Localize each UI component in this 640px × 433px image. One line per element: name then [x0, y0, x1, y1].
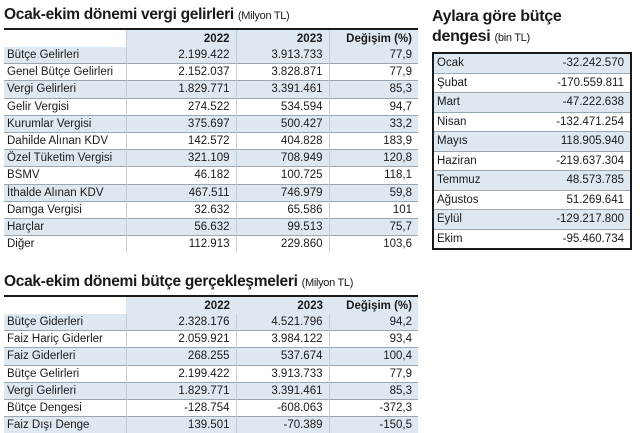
month-row: [434, 229, 630, 248]
row-label: Genel Bütçe Gelirleri: [4, 64, 126, 81]
month-row: [434, 190, 630, 210]
column-header-2023: 2023: [236, 30, 329, 47]
value-change: 100,4: [329, 348, 418, 365]
row-label: Faiz Hariç Giderler: [4, 331, 126, 348]
value-2022: 112.913: [126, 236, 236, 253]
row-label: Vergi Gelirleri: [4, 81, 126, 98]
table-row: [4, 115, 418, 132]
tax-revenue-title: Ocak-ekim dönemi vergi gelirleri (Milyon TL): [4, 6, 290, 23]
table-row: [4, 236, 418, 253]
value-2023: 537.674: [236, 348, 329, 365]
row-label: Dahilde Alınan KDV: [4, 132, 126, 149]
tax-revenue-section: [4, 6, 418, 252]
value-change: 183,9: [329, 132, 418, 149]
value-2022: 142.572: [126, 132, 236, 149]
monthly-balance-section: [432, 7, 632, 250]
row-label: Gelir Vergisi: [4, 98, 126, 115]
table-row: [4, 81, 418, 98]
value-2022: 2.152.037: [126, 64, 236, 81]
month-label: Haziran: [434, 151, 518, 171]
month-row: [434, 54, 630, 73]
value-2022: 2.199.422: [126, 365, 236, 382]
month-row: [434, 151, 630, 171]
month-label: Mart: [434, 93, 518, 113]
value-2022: 274.522: [126, 98, 236, 115]
month-value: -170.559.811: [518, 73, 630, 93]
value-2023: 3.984.122: [236, 331, 329, 348]
value-change: -372,3: [329, 399, 418, 416]
value-change: 103,6: [329, 236, 418, 253]
value-change: 93,4: [329, 331, 418, 348]
row-label: Bütçe Giderleri: [4, 314, 126, 331]
month-value: -219.637.304: [518, 151, 630, 171]
monthly-balance-table: [434, 54, 630, 248]
value-2023: 534.594: [236, 98, 329, 115]
value-2022: 139.501: [126, 417, 236, 433]
month-value: 48.573.785: [518, 171, 630, 191]
row-label: Bütçe Gelirleri: [4, 47, 126, 64]
month-value: -132.471.254: [518, 112, 630, 132]
table-row: [4, 399, 418, 416]
budget-realization-body: [4, 314, 418, 433]
table-row: [4, 218, 418, 235]
value-change: 77,9: [329, 64, 418, 81]
monthly-balance-frame: [432, 52, 632, 250]
row-label: Vergi Gelirleri: [4, 382, 126, 399]
value-2023: 3.913.733: [236, 47, 329, 64]
table-row: [4, 98, 418, 115]
table-row: [4, 331, 418, 348]
column-header-2023: 2023: [236, 297, 329, 314]
month-row: [434, 171, 630, 191]
value-change: 75,7: [329, 218, 418, 235]
row-label: Bütçe Dengesi: [4, 399, 126, 416]
value-2022: 2.059.921: [126, 331, 236, 348]
value-change: 59,8: [329, 184, 418, 201]
value-2023: 3.391.461: [236, 382, 329, 399]
value-change: 118,1: [329, 167, 418, 184]
month-row: [434, 73, 630, 93]
value-2022: 1.829.771: [126, 382, 236, 399]
month-value: -95.460.734: [518, 229, 630, 248]
value-2023: 4.521.796: [236, 314, 329, 331]
month-label: Temmuz: [434, 171, 518, 191]
month-row: [434, 112, 630, 132]
row-label: Faiz Giderleri: [4, 348, 126, 365]
month-row: [434, 132, 630, 152]
value-2022: -128.754: [126, 399, 236, 416]
month-row: [434, 93, 630, 113]
value-2022: 2.199.422: [126, 47, 236, 64]
value-2023: 65.586: [236, 201, 329, 218]
value-2022: 46.182: [126, 167, 236, 184]
month-label: Ağustos: [434, 190, 518, 210]
value-change: 77,9: [329, 47, 418, 64]
value-2022: 32.632: [126, 201, 236, 218]
value-2023: 746.979: [236, 184, 329, 201]
month-label: Ekim: [434, 229, 518, 248]
month-label: Mayıs: [434, 132, 518, 152]
value-2022: 467.511: [126, 184, 236, 201]
column-header-change: Değişim (%): [329, 30, 418, 47]
row-label: Bütçe Gelirleri: [4, 365, 126, 382]
budget-realization-title: Ocak-ekim dönemi bütçe gerçekleşmeleri (Milyon TL): [4, 273, 354, 290]
table-row: [4, 132, 418, 149]
row-label: BSMV: [4, 167, 126, 184]
budget-realization-unit: (Milyon TL): [301, 277, 354, 289]
label-header: [4, 30, 126, 47]
month-value: 51.269.641: [518, 190, 630, 210]
month-label: Eylül: [434, 210, 518, 230]
value-2022: 321.109: [126, 150, 236, 167]
value-change: 85,3: [329, 81, 418, 98]
value-2023: -608.063: [236, 399, 329, 416]
month-label: Şubat: [434, 73, 518, 93]
value-2022: 268.255: [126, 348, 236, 365]
table-row: [4, 184, 418, 201]
label-header: [4, 297, 126, 314]
month-label: Nisan: [434, 112, 518, 132]
value-2022: 56.632: [126, 218, 236, 235]
table-row: [4, 167, 418, 184]
monthly-balance-body: [434, 54, 630, 248]
row-label: İthalde Alınan KDV: [4, 184, 126, 201]
value-2022: 375.697: [126, 115, 236, 132]
month-value: -32.242.570: [518, 54, 630, 73]
tax-revenue-unit: (Milyon TL): [237, 10, 290, 22]
row-label: Harçlar: [4, 218, 126, 235]
table-row: [4, 47, 418, 64]
table-row: [4, 64, 418, 81]
row-label: Özel Tüketim Vergisi: [4, 150, 126, 167]
value-2023: 229.860: [236, 236, 329, 253]
row-label: Faiz Dışı Denge: [4, 417, 126, 433]
column-header-2022: 2022: [126, 297, 236, 314]
value-change: 33,2: [329, 115, 418, 132]
row-label: Kurumlar Vergisi: [4, 115, 126, 132]
tax-revenue-table: [4, 30, 418, 252]
value-2023: 100.725: [236, 167, 329, 184]
row-label: Damga Vergisi: [4, 201, 126, 218]
value-change: 101: [329, 201, 418, 218]
monthly-balance-unit: (bin TL): [494, 32, 530, 44]
column-header-change: Değişim (%): [329, 297, 418, 314]
column-header-2022: 2022: [126, 30, 236, 47]
value-2023: -70.389: [236, 417, 329, 433]
table-row: [4, 382, 418, 399]
month-row: [434, 210, 630, 230]
table-row: [4, 201, 418, 218]
value-change: 77,9: [329, 365, 418, 382]
value-change: 94,7: [329, 98, 418, 115]
value-change: 85,3: [329, 382, 418, 399]
value-2023: 404.828: [236, 132, 329, 149]
value-2023: 3.391.461: [236, 81, 329, 98]
monthly-balance-title: Aylara göre bütçe dengesi (bin TL): [432, 8, 562, 45]
month-value: -129.217.800: [518, 210, 630, 230]
month-label: Ocak: [434, 54, 518, 73]
table-row: [4, 314, 418, 331]
tax-revenue-body: [4, 47, 418, 252]
value-2023: 3.913.733: [236, 365, 329, 382]
month-value: 118.905.940: [518, 132, 630, 152]
table-row: [4, 417, 418, 433]
budget-realization-table: [4, 297, 418, 433]
value-2023: 99.513: [236, 218, 329, 235]
value-2023: 500.427: [236, 115, 329, 132]
row-label: Diğer: [4, 236, 126, 253]
value-2023: 708.949: [236, 150, 329, 167]
value-2022: 2.328.176: [126, 314, 236, 331]
value-change: -150,5: [329, 417, 418, 433]
value-change: 120,8: [329, 150, 418, 167]
table-row: [4, 365, 418, 382]
month-value: -47.222.638: [518, 93, 630, 113]
value-2022: 1.829.771: [126, 81, 236, 98]
value-2023: 3.828.871: [236, 64, 329, 81]
table-row: [4, 150, 418, 167]
budget-realization-section: [4, 273, 418, 433]
value-change: 94,2: [329, 314, 418, 331]
table-row: [4, 348, 418, 365]
